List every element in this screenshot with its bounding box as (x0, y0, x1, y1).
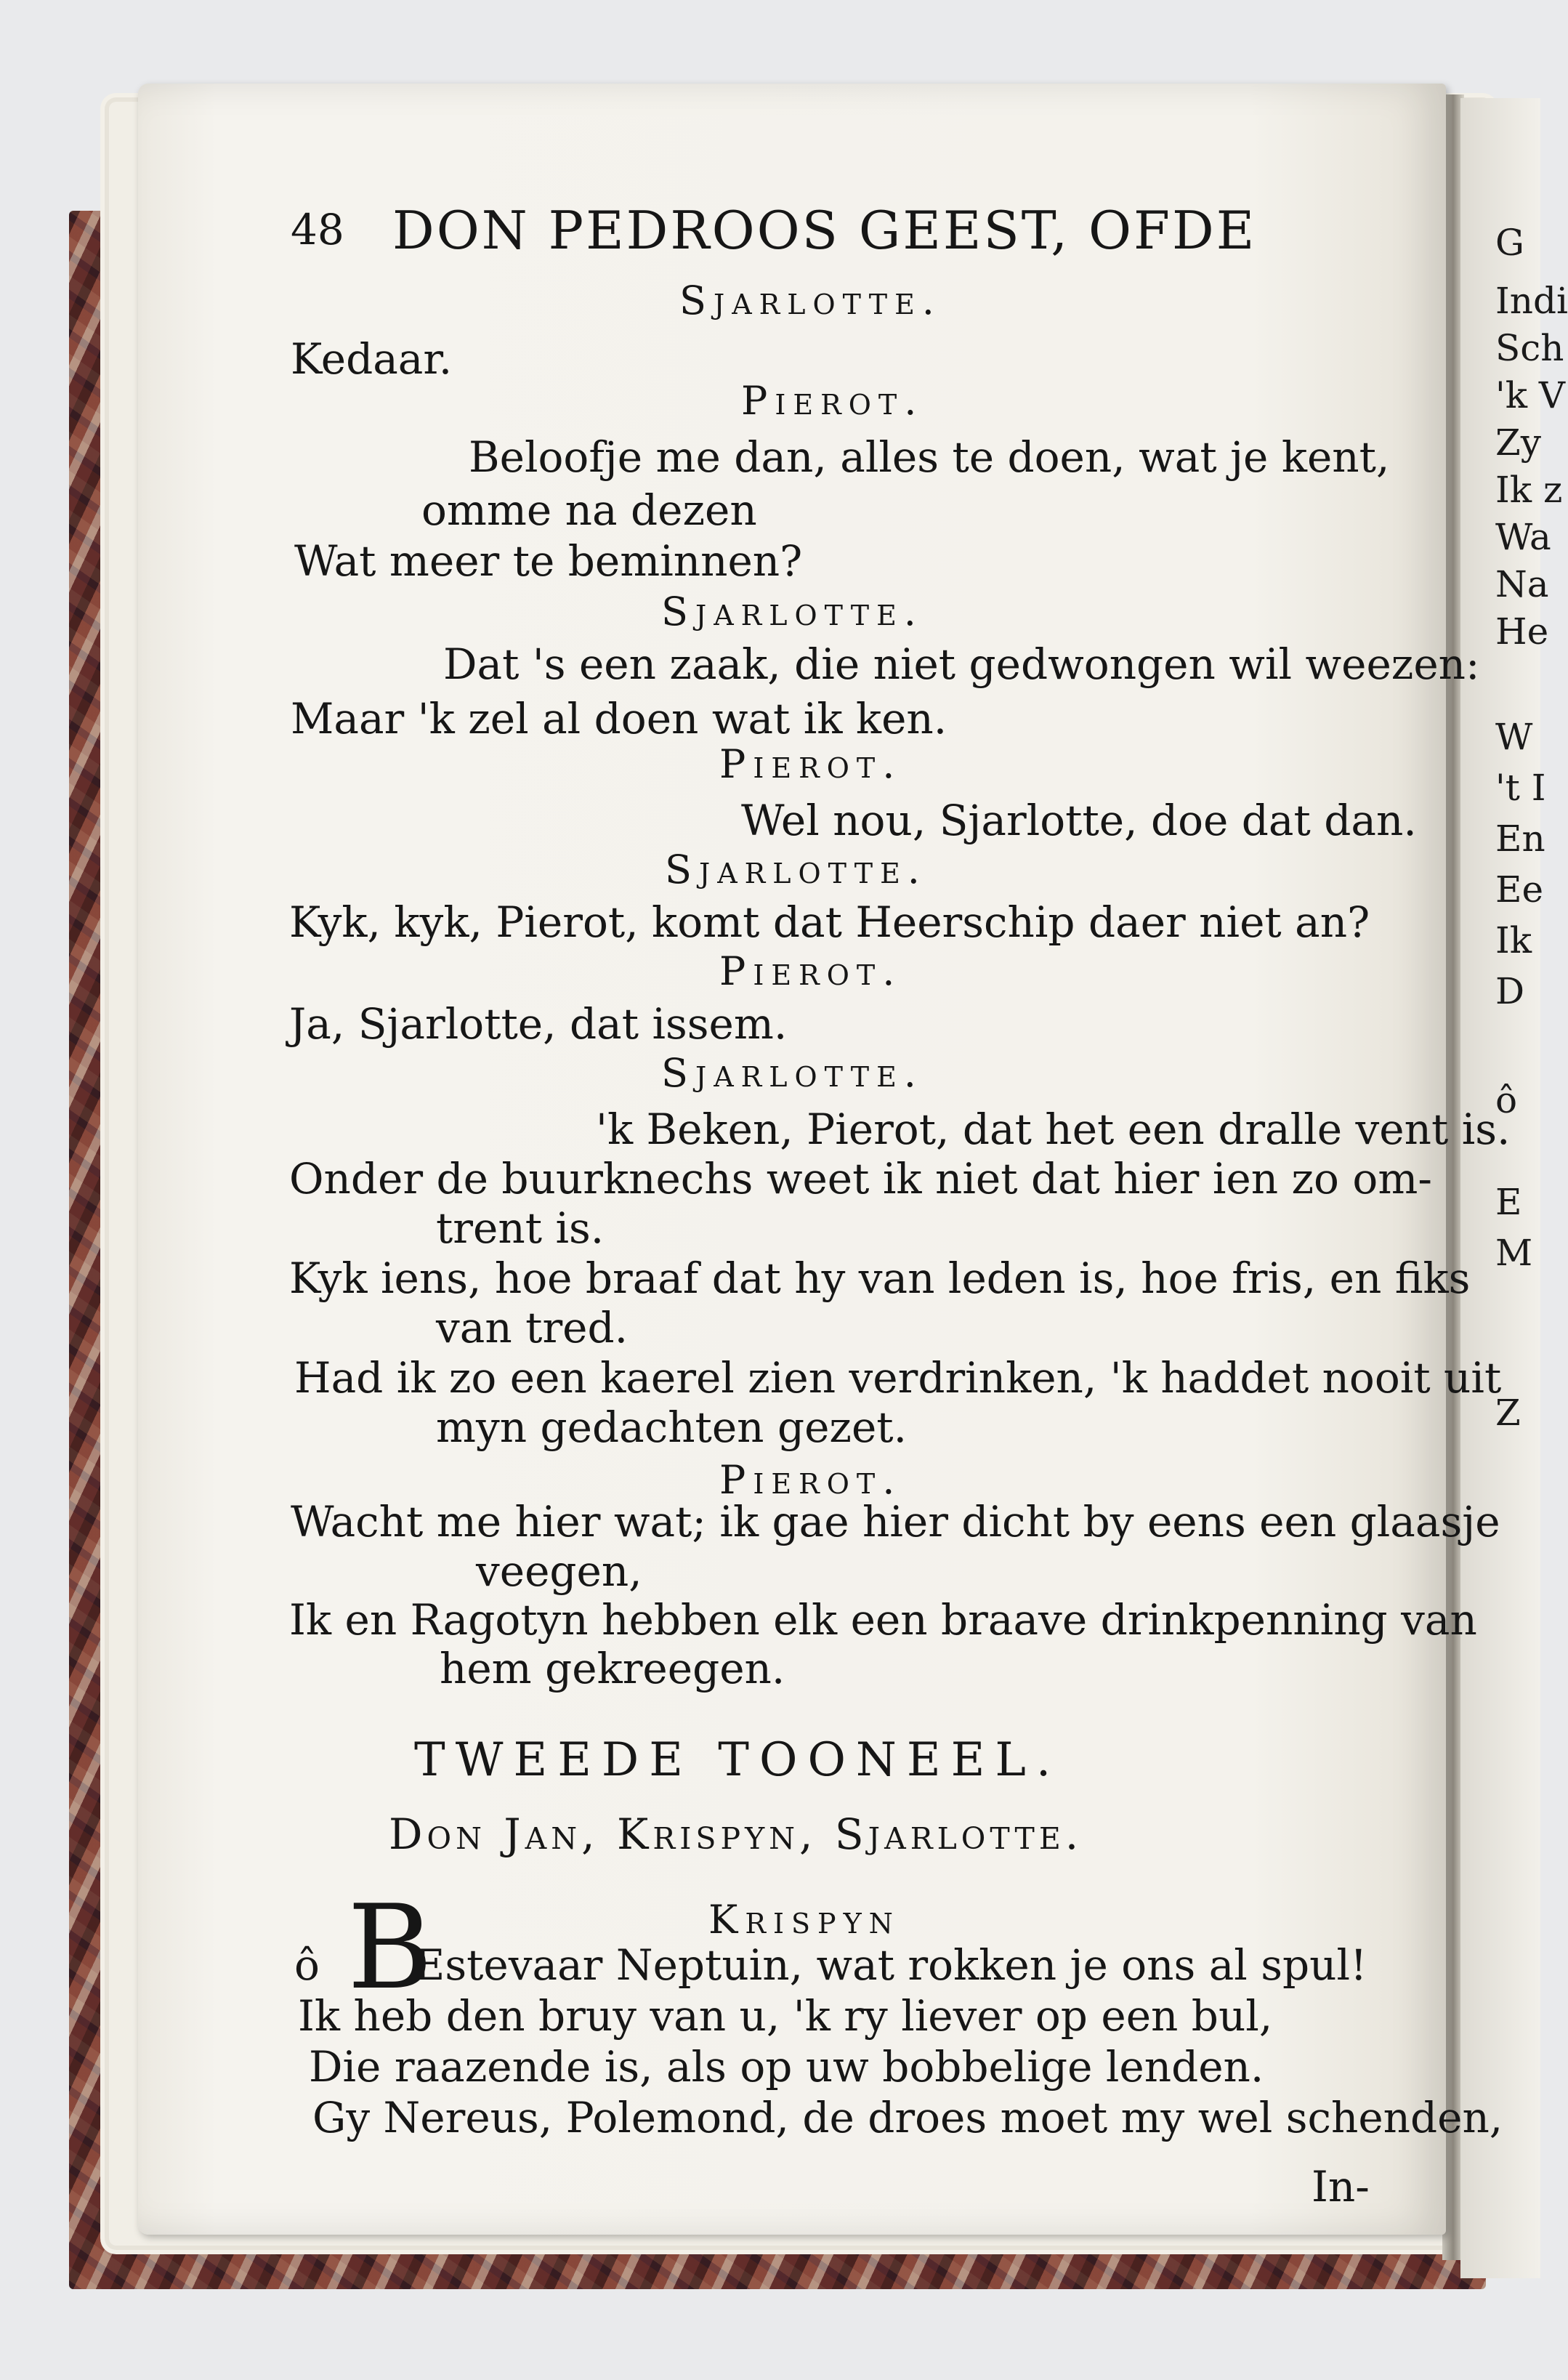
scene-heading: TWEEDE TOONEEL. (414, 1733, 1062, 1787)
verse-line: omme na dezen (421, 485, 757, 535)
facing-fragment: G (1495, 222, 1524, 264)
verse-line: van tred. (436, 1303, 629, 1352)
speaker-label: Sjarlotte. (679, 278, 942, 323)
running-head: DON PEDROOS GEEST, OFDE (392, 200, 1257, 261)
verse-line: Wel nou, Sjarlotte, doe dat dan. (741, 796, 1417, 845)
facing-fragment: Wa (1495, 516, 1551, 558)
verse-line: Beloofje me dan, alles te doen, wat je kent, (469, 432, 1390, 482)
facing-fragment: Z (1495, 1392, 1521, 1434)
verse-line: Gy Nereus, Polemond, de droes moet my wel schenden, (312, 2093, 1503, 2142)
facing-fragment: En (1495, 818, 1545, 860)
speaker-label: Pierot. (719, 741, 902, 787)
facing-fragment: D (1495, 970, 1525, 1012)
verse-line: Ja, Sjarlotte, dat issem. (289, 999, 788, 1049)
facing-fragment: W (1495, 716, 1533, 758)
verse-line: Maar 'k zel al doen wat ik ken. (291, 694, 947, 743)
verse-line: trent is. (436, 1203, 605, 1253)
speaker-label: Pierot. (741, 378, 924, 424)
verse-line: Kyk iens, hoe braaf dat hy van leden is, hoe fris, en fiks (289, 1254, 1471, 1303)
facing-fragment: 't I (1495, 767, 1546, 809)
speaker-label: Krispyn (708, 1897, 900, 1943)
facing-fragment: Ee (1495, 868, 1544, 911)
verse-line: Ik heb den bruy van u, 'k ry liever op een bul, (298, 1991, 1273, 2041)
verse-line: Kedaar. (291, 334, 453, 384)
speaker-label: Sjarlotte. (661, 1050, 924, 1096)
verse-line: Kyk, kyk, Pierot, komt dat Heerschip daer niet an? (289, 897, 1370, 947)
facing-fragment: He (1495, 610, 1549, 653)
verse-line: veegen, (476, 1546, 642, 1596)
facing-fragment: Ik z (1495, 469, 1563, 511)
facing-page (1460, 98, 1568, 2278)
catchword: In- (1312, 2162, 1370, 2211)
verse-line: Wat meer te beminnen? (294, 536, 803, 586)
verse-line: Had ik zo een kaerel zien verdrinken, 'k haddet nooit uit (294, 1353, 1502, 1403)
facing-fragment: Sch (1495, 327, 1564, 369)
speaker-label: Pierot. (719, 1457, 902, 1503)
facing-fragment: 'k V (1495, 374, 1566, 416)
speaker-label: Sjarlotte. (661, 589, 924, 634)
facing-fragment: Ik (1495, 919, 1532, 961)
verse-line: 'k Beken, Pierot, dat het een dralle vent is. (596, 1105, 1511, 1154)
verse-line: Dat 's een zaak, die niet gedwongen wil weezen: (443, 640, 1480, 689)
facing-fragment: Zy (1495, 421, 1541, 464)
cast-list: Don Jan, Krispyn, Sjarlotte. (389, 1810, 1083, 1859)
verse-line: hem gekreegen. (440, 1644, 785, 1693)
drop-cap: B (347, 1879, 433, 2015)
verse-line: Onder de buurknechs weet ik niet dat hier ien zo om- (289, 1154, 1432, 1203)
interjection: ô (294, 1940, 320, 1990)
speaker-label: Sjarlotte. (665, 847, 927, 892)
page-number: 48 (291, 205, 344, 254)
verse-line: Die raazende is, als op uw bobbelige lenden. (309, 2042, 1264, 2091)
facing-fragment: Indi (1495, 280, 1568, 322)
facing-fragment: M (1495, 1232, 1533, 1274)
facing-fragment: ô (1495, 1079, 1518, 1121)
facing-fragment: E (1495, 1181, 1522, 1223)
facing-fragment: Na (1495, 563, 1549, 605)
verse-line: Ik en Ragotyn hebben elk een braave drinkpenning van (289, 1595, 1477, 1645)
verse-line: Estevaar Neptuin, wat rokken je ons al spul! (414, 1940, 1367, 1990)
speaker-label: Pierot. (719, 948, 902, 994)
verse-line: Wacht me hier wat; ik gae hier dicht by eens een glaasje (291, 1497, 1500, 1546)
verse-line: myn gedachten gezet. (436, 1403, 908, 1452)
